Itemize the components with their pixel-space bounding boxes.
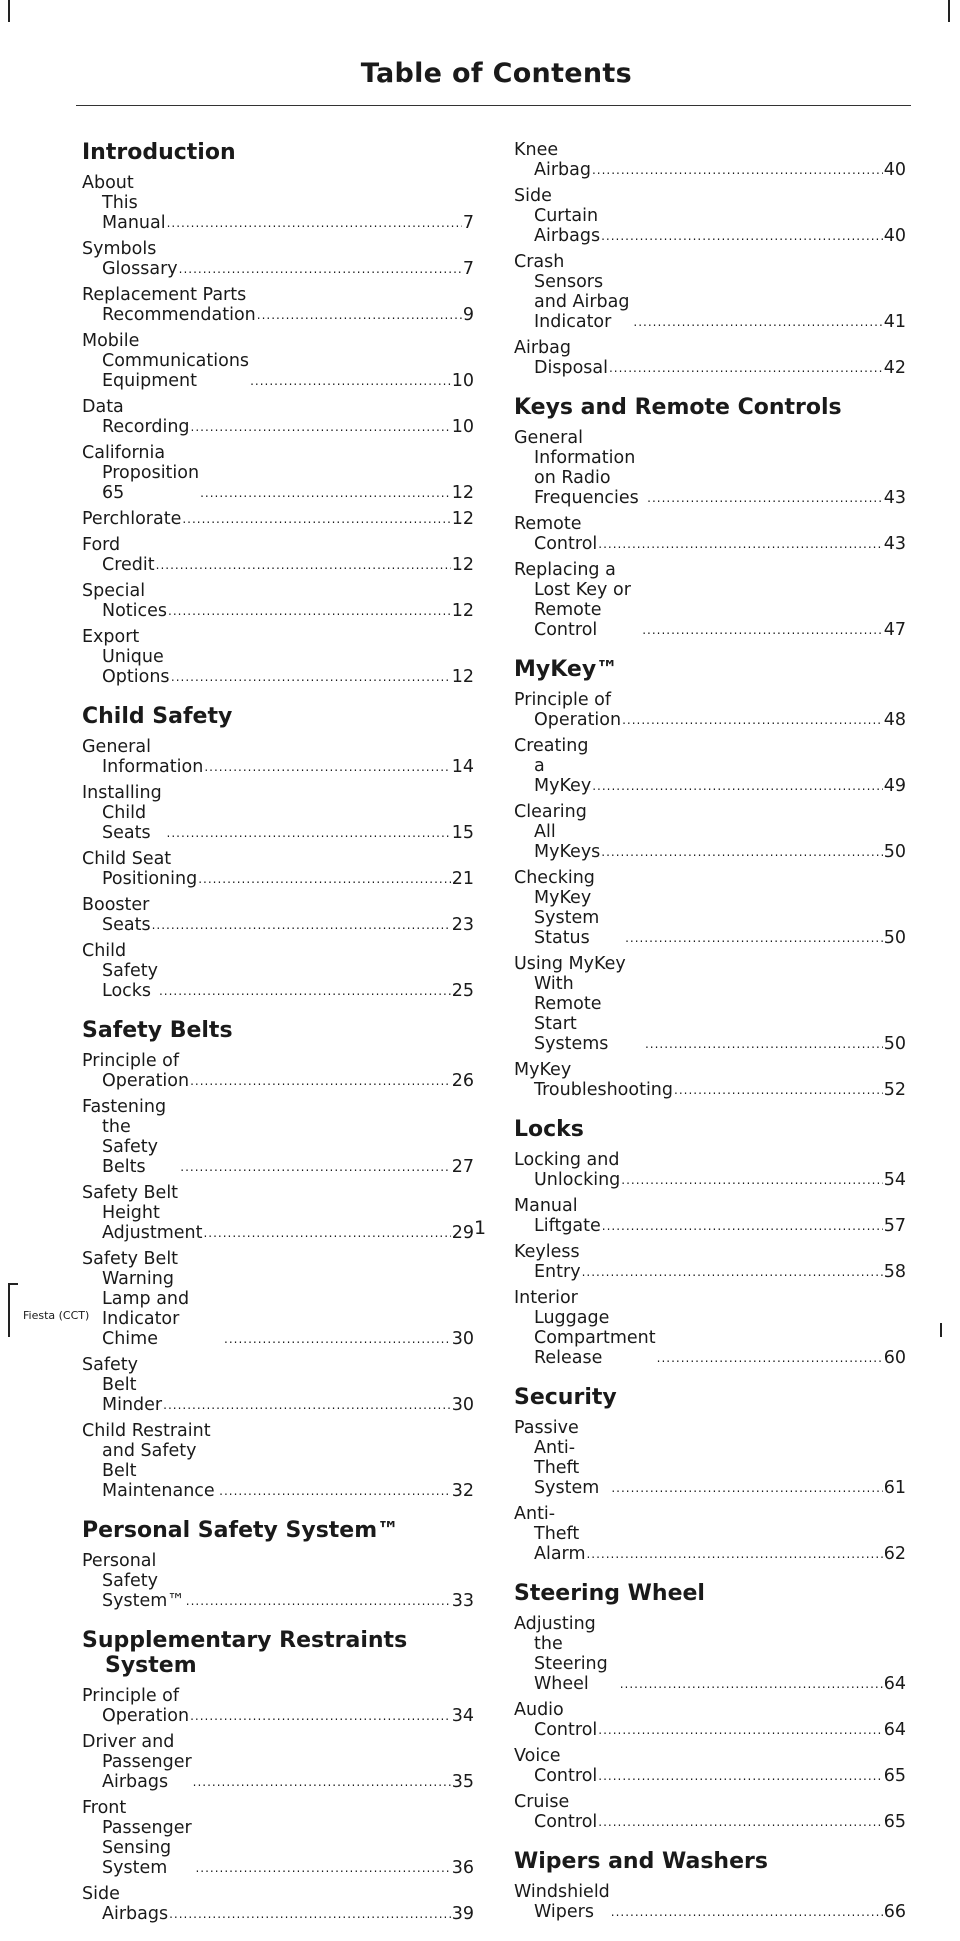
toc-entry-page: 32 (451, 1481, 474, 1501)
dot-leader (179, 262, 462, 276)
section-heading: Locks (514, 1117, 584, 1142)
toc-entry-page: 48 (883, 710, 906, 730)
toc-entry-page: 58 (883, 1262, 906, 1282)
dot-leader (642, 623, 883, 637)
dot-leader (163, 1398, 451, 1412)
toc-entry-title: Booster Seats (82, 895, 151, 935)
dot-leader (622, 713, 883, 727)
toc-entry[interactable] (82, 1798, 474, 1878)
toc-entry-title: Safety Belt Minder (82, 1355, 163, 1415)
toc-section (514, 1385, 906, 1564)
toc-entry-title: Personal Safety System™ (82, 1551, 185, 1611)
toc-entry-title: California Proposition 65 (82, 443, 200, 503)
toc-entry-page: 12 (451, 483, 474, 503)
toc-entry-title: Driver and Passenger Airbags (82, 1732, 192, 1792)
toc-entry-title: Special Notices (82, 581, 168, 621)
toc-entry-page: 33 (451, 1591, 474, 1611)
dot-leader (182, 512, 450, 526)
section-heading: Wipers and Washers (514, 1849, 768, 1874)
section-heading: Keys and Remote Controls (514, 395, 842, 420)
toc-entry[interactable] (82, 895, 474, 935)
dot-leader (620, 1677, 883, 1691)
toc-entry-page: 65 (883, 1766, 906, 1786)
dot-leader (674, 1083, 883, 1097)
toc-section (514, 1117, 906, 1368)
toc-entry-page: 52 (883, 1080, 906, 1100)
toc-entry[interactable] (514, 140, 906, 180)
toc-entry[interactable] (514, 1504, 906, 1564)
toc-section (82, 140, 474, 687)
toc-entry[interactable] (514, 736, 906, 796)
toc-entry[interactable] (514, 1060, 906, 1100)
toc-entry-page: 42 (883, 358, 906, 378)
toc-entry-title: Locking and Unlocking (514, 1150, 621, 1190)
toc-entry[interactable] (82, 173, 474, 233)
dot-leader (171, 670, 451, 684)
section-heading: Security (514, 1385, 617, 1410)
toc-section (82, 1628, 474, 1924)
dot-leader (195, 1861, 450, 1875)
dot-leader (198, 872, 451, 886)
toc-entry-page: 39 (451, 1904, 474, 1924)
dot-leader (657, 1351, 883, 1365)
toc-entry-title: About This Manual (82, 173, 166, 233)
toc-entry[interactable] (514, 954, 906, 1054)
toc-entry-page: 66 (883, 1902, 906, 1922)
toc-entry-title: Crash Sensors and Airbag Indicator (514, 252, 630, 332)
toc-entry-page: 12 (451, 509, 474, 529)
dot-leader (598, 537, 882, 551)
section-heading: Child Safety (82, 704, 233, 729)
dot-leader (224, 1332, 451, 1346)
dot-leader (257, 308, 462, 322)
dot-leader (250, 374, 451, 388)
toc-entry-title: Checking MyKey System Status (514, 868, 600, 948)
dot-leader (645, 1037, 883, 1051)
toc-entry[interactable] (82, 1686, 474, 1726)
toc-entry-title: Front Passenger Sensing System (82, 1798, 192, 1878)
toc-entry-page: 23 (451, 915, 474, 935)
toc-entry-title: Adjusting the Steering Wheel (514, 1614, 608, 1694)
toc-entry[interactable] (82, 535, 474, 575)
toc-entry-title: Symbols Glossary (82, 239, 178, 279)
toc-entry-title: General Information on Radio Frequencies (514, 428, 639, 508)
toc-entry-title: Child Safety Locks (82, 941, 158, 1001)
toc-entry-page: 35 (451, 1772, 474, 1792)
dot-leader (191, 420, 451, 434)
dot-leader (598, 1723, 882, 1737)
dot-leader (200, 486, 451, 500)
toc-entry[interactable] (514, 1792, 906, 1832)
toc-entry-page: 12 (451, 601, 474, 621)
toc-entry-title: Using MyKey With Remote Start Systems (514, 954, 626, 1054)
toc-entry-title: Fastening the Safety Belts (82, 1097, 167, 1177)
toc-entry-page: 15 (451, 823, 474, 843)
toc-entry-title: Voice Control (514, 1746, 598, 1786)
toc-entry-page: 50 (883, 928, 906, 948)
toc-entry-page: 12 (451, 555, 474, 575)
dot-leader (609, 361, 883, 375)
dot-leader (592, 163, 883, 177)
toc-entry-page: 10 (451, 371, 474, 391)
crop-mark-bottom-left-foot (8, 1283, 18, 1285)
dot-leader (611, 1481, 882, 1495)
toc-entry[interactable] (82, 443, 474, 503)
toc-entry[interactable] (82, 1551, 474, 1611)
section-heading: MyKey™ (514, 657, 619, 682)
toc-entry-page: 60 (883, 1348, 906, 1368)
toc-entry-page: 12 (451, 667, 474, 687)
toc-entry[interactable] (514, 1746, 906, 1786)
toc-entry[interactable] (514, 690, 906, 730)
toc-entry-title: Interior Luggage Compartment Release (514, 1288, 656, 1368)
dot-leader (152, 918, 451, 932)
dot-leader (193, 1775, 451, 1789)
toc-entry-title: Safety Belt Warning Lamp and Indicator Chime (82, 1249, 190, 1349)
crop-mark-top-left (8, 0, 10, 22)
section-heading: Steering Wheel (514, 1581, 705, 1606)
section-heading: Supplementary Restraints System (82, 1628, 408, 1678)
toc-entry-title: Knee Airbag (514, 140, 591, 180)
toc-entry-page: 7 (462, 213, 474, 233)
toc-entry[interactable] (82, 849, 474, 889)
toc-entry[interactable] (82, 581, 474, 621)
toc-entry[interactable] (514, 1614, 906, 1694)
toc-section (514, 1849, 906, 1922)
toc-entry[interactable] (82, 1249, 474, 1349)
toc-entry-page: 41 (883, 312, 906, 332)
toc-entry[interactable] (514, 252, 906, 332)
toc-entry-page: 36 (451, 1858, 474, 1878)
toc-entry-title: Manual Liftgate (514, 1196, 601, 1236)
toc-entry-page: 65 (883, 1812, 906, 1832)
toc-entry-page: 25 (451, 981, 474, 1001)
toc-entry[interactable] (82, 331, 474, 391)
title-divider (76, 105, 911, 106)
dot-leader (633, 315, 882, 329)
toc-entry-page: 26 (451, 1071, 474, 1091)
toc-section (514, 1581, 906, 1832)
toc-entry-title: Clearing All MyKeys (514, 802, 601, 862)
toc-section (82, 704, 474, 1001)
toc-entry-title: Perchlorate (82, 509, 182, 529)
toc-entry[interactable] (82, 1051, 474, 1091)
section-heading: Introduction (82, 140, 236, 165)
toc-entry-title: Safety Belt Height Adjustment (82, 1183, 203, 1243)
toc-entry-title: Child Restraint and Safety Belt Maintenance (82, 1421, 215, 1501)
toc-entry-page: 7 (462, 259, 474, 279)
toc-entry-title: MyKey Troubleshooting (514, 1060, 674, 1100)
toc-entry[interactable] (82, 627, 474, 687)
toc-entry[interactable] (514, 560, 906, 640)
toc-entry[interactable] (82, 783, 474, 843)
toc-entry-title: Airbag Disposal (514, 338, 608, 378)
toc-entry[interactable] (82, 1732, 474, 1792)
dot-leader (598, 1769, 882, 1783)
footer-model-label: Fiesta (CCT) (23, 1309, 90, 1322)
toc-section (82, 1018, 474, 1501)
toc-section (514, 140, 906, 378)
dot-leader (167, 826, 451, 840)
toc-entry-page: 40 (883, 226, 906, 246)
toc-entry-title: Principle of Operation (514, 690, 622, 730)
toc-entry[interactable] (82, 239, 474, 279)
toc-entry-page: 49 (883, 776, 906, 796)
toc-entry-page: 47 (883, 620, 906, 640)
toc-entry[interactable] (514, 1418, 906, 1498)
toc-entry[interactable] (514, 868, 906, 948)
toc-entry-title: Creating a MyKey (514, 736, 592, 796)
toc-entry-title: Principle of Operation (82, 1686, 190, 1726)
toc-entry[interactable] (82, 737, 474, 777)
dot-leader (180, 1160, 450, 1174)
toc-entry-title: Replacement Parts Recommendation (82, 285, 256, 325)
toc-entry[interactable] (514, 338, 906, 378)
toc-entry-title: Ford Credit (82, 535, 155, 575)
dot-leader (601, 229, 883, 243)
toc-entry-page: 34 (451, 1706, 474, 1726)
dot-leader (167, 216, 462, 230)
crop-mark-top-right (948, 0, 950, 22)
toc-entry[interactable] (514, 1288, 906, 1368)
toc-entry-page: 64 (883, 1674, 906, 1694)
toc-entry-page: 27 (451, 1157, 474, 1177)
page-title: Table of Contents (360, 58, 632, 89)
toc-entry-page: 21 (451, 869, 474, 889)
toc-entry-page: 9 (462, 305, 474, 325)
toc-entry[interactable] (514, 1150, 906, 1190)
toc-entry-page: 10 (451, 417, 474, 437)
dot-leader (582, 1265, 883, 1279)
toc-entry-title: Child Seat Positioning (82, 849, 198, 889)
crop-mark-bottom-left (8, 1283, 10, 1337)
toc-entry[interactable] (514, 1700, 906, 1740)
toc-entry-title: Anti-Theft Alarm (514, 1504, 586, 1564)
toc-left-column (82, 140, 474, 1941)
toc-entry-title: Installing Child Seats (82, 783, 162, 843)
dot-leader (601, 845, 882, 859)
dot-leader (190, 1709, 451, 1723)
toc-entry-page: 40 (883, 160, 906, 180)
toc-entry[interactable] (82, 1421, 474, 1501)
dot-leader (190, 1074, 451, 1088)
dot-leader (586, 1547, 882, 1561)
toc-entry[interactable] (82, 1097, 474, 1177)
toc-entry[interactable] (514, 186, 906, 246)
dot-leader (647, 491, 883, 505)
page-number: 1 (473, 1217, 487, 1239)
toc-section (514, 657, 906, 1100)
dot-leader (169, 1907, 451, 1921)
toc-entry-page: 43 (883, 488, 906, 508)
toc-entry-title: Cruise Control (514, 1792, 598, 1832)
toc-entry[interactable] (514, 1882, 906, 1922)
toc-entry-title: Windshield Wipers (514, 1882, 610, 1922)
dot-leader (625, 931, 883, 945)
toc-entry-title: Data Recording (82, 397, 190, 437)
dot-leader (168, 604, 451, 618)
toc-entry-page: 50 (883, 842, 906, 862)
toc-entry-page: 54 (883, 1170, 906, 1190)
toc-entry-title: Keyless Entry (514, 1242, 581, 1282)
dot-leader (621, 1173, 882, 1187)
toc-entry-title: Principle of Operation (82, 1051, 190, 1091)
toc-entry[interactable] (514, 1242, 906, 1282)
toc-entry-page: 30 (451, 1395, 474, 1415)
dot-leader (204, 760, 450, 774)
toc-entry[interactable] (82, 397, 474, 437)
dot-leader (592, 779, 883, 793)
toc-entry-page: 30 (451, 1329, 474, 1349)
toc-entry-page: 62 (883, 1544, 906, 1564)
section-heading: Safety Belts (82, 1018, 233, 1043)
toc-entry-title: Replacing a Lost Key or Remote Control (514, 560, 631, 640)
toc-section (82, 1518, 474, 1611)
toc-right-column (514, 140, 906, 1939)
toc-entry-title: Remote Control (514, 514, 598, 554)
toc-entry[interactable] (514, 802, 906, 862)
toc-entry-title: General Information (82, 737, 204, 777)
toc-entry[interactable] (514, 428, 906, 508)
toc-entry-page: 29 (451, 1223, 474, 1243)
toc-entry-title: Passive Anti-Theft System (514, 1418, 600, 1498)
toc-entry[interactable] (82, 1884, 474, 1924)
dot-leader (186, 1594, 451, 1608)
toc-entry-title: Export Unique Options (82, 627, 170, 687)
toc-entry-title: Mobile Communications Equipment (82, 331, 250, 391)
section-heading: Personal Safety System™ (82, 1518, 400, 1543)
toc-entry[interactable] (514, 514, 906, 554)
toc-entry-page: 50 (883, 1034, 906, 1054)
toc-entry-page: 43 (883, 534, 906, 554)
toc-entry-page: 57 (883, 1216, 906, 1236)
toc-entry[interactable] (82, 941, 474, 1001)
toc-entry[interactable] (82, 1355, 474, 1415)
dot-leader (219, 1484, 451, 1498)
toc-entry-page: 61 (883, 1478, 906, 1498)
dot-leader (598, 1815, 882, 1829)
toc-entry[interactable] (82, 285, 474, 325)
dot-leader (156, 558, 451, 572)
dot-leader (159, 984, 451, 998)
toc-entry[interactable] (82, 509, 474, 529)
toc-entry-title: Side Airbags (82, 1884, 169, 1924)
crop-mark-bottom-right (940, 1323, 942, 1337)
toc-section (514, 395, 906, 640)
toc-entry-title: Audio Control (514, 1700, 598, 1740)
toc-entry-page: 14 (451, 757, 474, 777)
toc-entry-page: 64 (883, 1720, 906, 1740)
dot-leader (611, 1905, 883, 1919)
toc-entry-title: Side Curtain Airbags (514, 186, 601, 246)
